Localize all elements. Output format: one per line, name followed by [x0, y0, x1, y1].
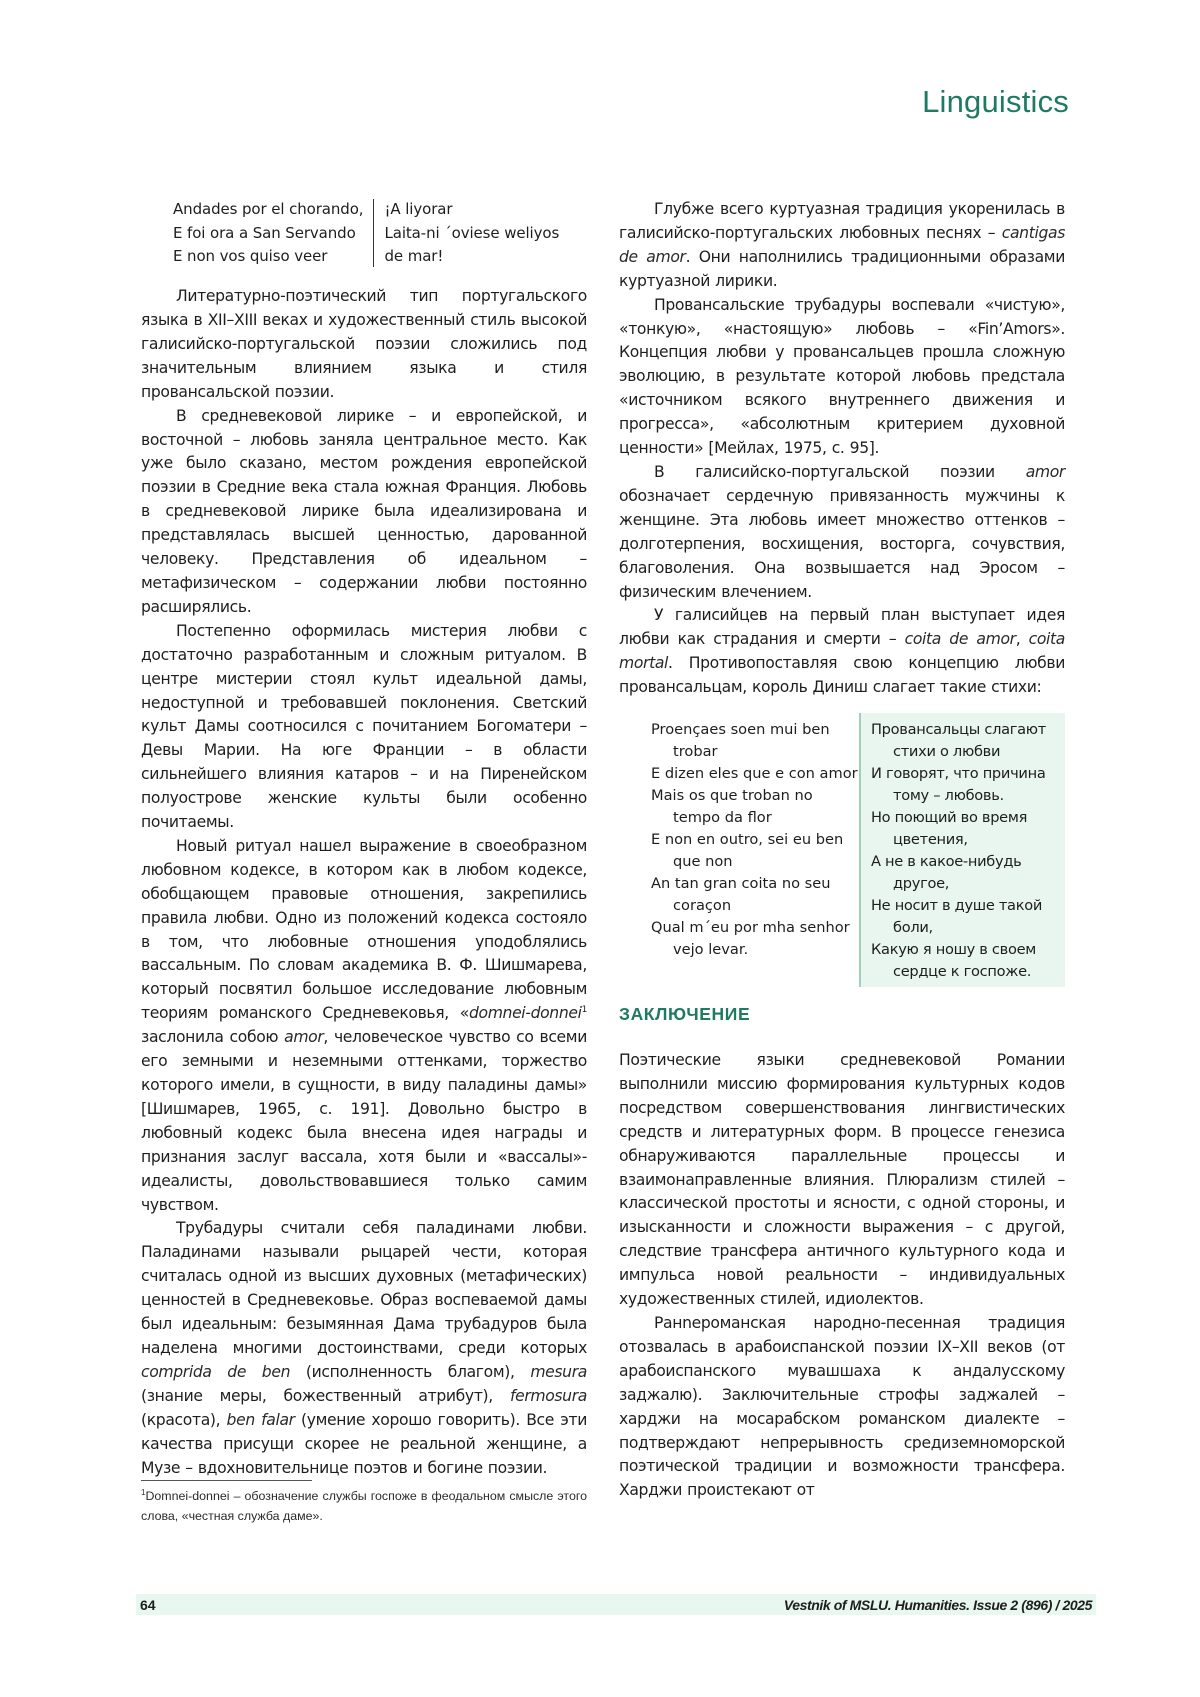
text-run: (умение хорошо говорить). Все эти качества присущи скорее не реальной женщине, а Музе – вдохновительнице поэтов и богине поэзии.	[141, 1410, 588, 1477]
poem-line: E non en outro, sei eu ben que non	[651, 831, 844, 871]
poem-line: Но поющий во время цветения,	[871, 809, 1028, 849]
section-heading-conclusion: ЗАКЛЮЧЕНИЕ	[619, 1004, 751, 1025]
poem-line: Провансальцы слагают стихи о любви	[871, 721, 1046, 761]
left-column	[141, 198, 587, 1480]
italic-term: amor	[284, 1028, 324, 1047]
poem-dinis	[651, 713, 1065, 987]
footnote-marker: 1	[141, 1487, 146, 1497]
italic-term: comprida de ben	[141, 1362, 291, 1381]
text-run: Глубже всего куртуазная традиция укоренилась в галисийско-португальских любовных песнях –	[619, 200, 1065, 242]
text-run: заслонила собою	[141, 1028, 285, 1047]
poem-top-kharja	[384, 198, 569, 269]
poem-line: de mar!	[384, 247, 444, 266]
poem-line: Не носит в душе такой боли,	[871, 897, 1043, 937]
text-run: . Противопоставляя свою концепцию любви провансальцам, король Диниш слагает такие стихи:	[619, 654, 1065, 697]
italic-term: coita de amor	[904, 630, 1016, 649]
text-run: (знание меры, божественный атрибут),	[141, 1386, 510, 1405]
poem-line: Какую я ношу в своем сердце к госпоже.	[871, 941, 1036, 981]
poem-line: ¡A liyorar	[384, 200, 453, 218]
italic-term: cantigas de amor	[619, 223, 1065, 266]
poem-line: Andades por el chorando,	[173, 200, 364, 218]
paragraph	[619, 604, 1065, 700]
footer-bar	[136, 1594, 1096, 1615]
poem-line: Mais os que troban no tempo da flor	[651, 787, 813, 827]
italic-term: domnei-donnei	[468, 1004, 582, 1023]
italic-term: fermosura	[509, 1386, 587, 1405]
italic-term: ben falar	[226, 1410, 295, 1429]
paragraph: Постепенно оформилась мистерия любви с достаточно разработанным и сложным ритуалом. В центре мистерии стоял культ идеальной дамы, недоступной и требовавшей поклонения. Светский культ Дамы соотносился с почитанием Богоматери – Девы Марии. На юге Франции – в области сильнейшего влияния катаров – и на Пиренейском полуострове женские культы были особенно почитаемы.	[141, 621, 587, 832]
poem-divider	[373, 199, 374, 267]
poem-top	[173, 198, 587, 269]
text-run: У галисийцев на первый план выступает идея любви как страдания и смерти –	[619, 606, 1065, 649]
footnote-text: Domnei-donnei – обозначение службы госпоже в феодальном смысле этого слова, «честная служба даме».	[141, 1489, 587, 1523]
poem-line: E foi ora a San Servando	[173, 223, 356, 242]
poem-line: An tan gran coita no seu coraçon	[651, 875, 831, 915]
poem-line: E dizen eles que e con amor	[651, 765, 858, 783]
running-head-section-title: Linguistics	[922, 84, 1069, 119]
italic-term: coita mortal	[619, 630, 1065, 673]
paragraph: Провансальские трубадуры воспевали «чистую», «тонкую», «настоящую» любовь – «Fin’Amors». Концепция любви у провансальцев прошла сложную эволюцию, в результате которой любовь предстала «источником всякого внутреннего движения и прогресса», «абсолютным критерием духовной ценности» [Мейлах, 1975, с. 95].	[619, 295, 1065, 458]
paragraph: Поэтические языки средневековой Романии выполнили миссию формирования культурных кодов посредством совершенствования лингвистических средств и литературных форм. В процессе генезиса обнаруживаются параллельные процессы и взаимонаправленные влияния. Плюрализм стилей – классической простоты и ясности, с одной стороны, и изысканности и сложности выражения – с другой, следствие трансфера античного культурного кода и импульса новой реальности – индивидуальных художественных стилей, идиолектов.	[619, 1051, 1065, 1309]
text-run: , человеческое чувство со всеми его земными и неземными оттенками, торжество которого имели, в сущности, в виду паладины дамы» [Шишмарев, 1965, с. 191]. Довольно быстро в любовный кодекс была внесена идея награды и признания заслуг вассала, хотя были и «вассалы»-идеалисты, довольствовавшиеся только самим чувством.	[141, 1028, 587, 1214]
poem-dinis-translation	[859, 713, 1065, 987]
text-run: Новый ритуал нашел выражение в своеобразном любовном кодексе, в котором как в любом кодексе, обобщающем правовые отношения, закрепились правила любви. Одно из положений кодекса состояло в том, что любовные отношения уподоблялись вассальным. По словам академика В. Ф. Шишмарева, который посвятил большое исследование любовным теориям романского Средневековья, «	[141, 836, 587, 1023]
footnote-rule	[141, 1480, 312, 1481]
italic-term: amor	[1025, 462, 1065, 481]
footnote-ref[interactable]: 1	[581, 1005, 587, 1016]
text-run: . Они наполнились традиционными образами куртуазной лирики.	[619, 247, 1065, 290]
paragraph: В средневековой лирике – и европейской, и восточной – любовь заняла центральное место. Как уже было сказано, местом рождения европейской поэзии в Средние века стала южная Франция. Любовь в средневековой лирике была идеализирована и представлялась высшей ценностью, дарованной человеку. Представления об идеальном – метафизическом – содержании любви постоянно расширялись.	[141, 406, 587, 616]
poem-line: Proençaes soen mui ben trobar	[651, 721, 830, 761]
poem-top-original	[173, 198, 373, 269]
paragraph	[619, 198, 1065, 294]
paragraph	[619, 461, 1065, 604]
text-run: ,	[1015, 630, 1029, 649]
text-run: (исполненность благом),	[290, 1362, 531, 1381]
poem-line: Laita-ni ´oviese weliyos	[384, 223, 560, 242]
text-run: обозначает сердечную привязанность мужчины к женщине. Эта любовь имеет множество оттенков – долготерпения, восхищения, восторга, сочувствия, благоволения. Она возвышается над Эросом – физическим влечением.	[619, 486, 1065, 601]
poem-line: Qual m´eu por mha senhor vejo levar.	[651, 919, 850, 959]
text-run: Трубадуры считали себя паладинами любви. Паладинами называли рыцарей чести, которая считалась одной из высших духовных (метафических) ценностей в Средневековье. Образ воспеваемой дамы был идеальным: безымянная Дама трубадуров была наделена многими достоинствами, среди которых	[141, 1219, 587, 1357]
paragraph: Ранneроманская народно-песенная традиция отозвалась в арабоиспанской поэзии IX–XII веков (от арабоиспанского мувашшаха к андалусскому заджалю). Заключительные строфы заджалей – харджи на мосарабском романском диалекте – подтверждают непрерывность средиземноморской поэтической традиции и возможности трансфера. Харджи проистекают от	[619, 1314, 1065, 1500]
paragraph	[141, 1217, 587, 1480]
right-column	[619, 198, 1065, 1503]
poem-line: И говорят, что причина тому – любовь.	[871, 765, 1046, 805]
text-run: В галисийско-португальской поэзии	[654, 462, 1026, 481]
poem-line: E non vos quiso veer	[173, 247, 328, 266]
journal-name: Vestnik of MSLU. Humanities. Issue 2 (896) / 2025	[783, 1596, 1092, 1613]
footnote	[141, 1487, 587, 1526]
italic-term: mesura	[530, 1362, 587, 1381]
paragraph: Литературно-поэтический тип португальского языка в XII–XIII веках и художественный стиль высокой галисийско-португальской поэзии сложились под значительным влиянием языка и стиля провансальской поэзии.	[141, 287, 587, 401]
poem-line: А не в какое-нибудь другое,	[871, 853, 1022, 893]
text-run: (красота),	[141, 1410, 227, 1429]
page-number: 64	[140, 1596, 156, 1613]
paragraph	[141, 835, 587, 1218]
poem-dinis-original	[651, 713, 859, 987]
